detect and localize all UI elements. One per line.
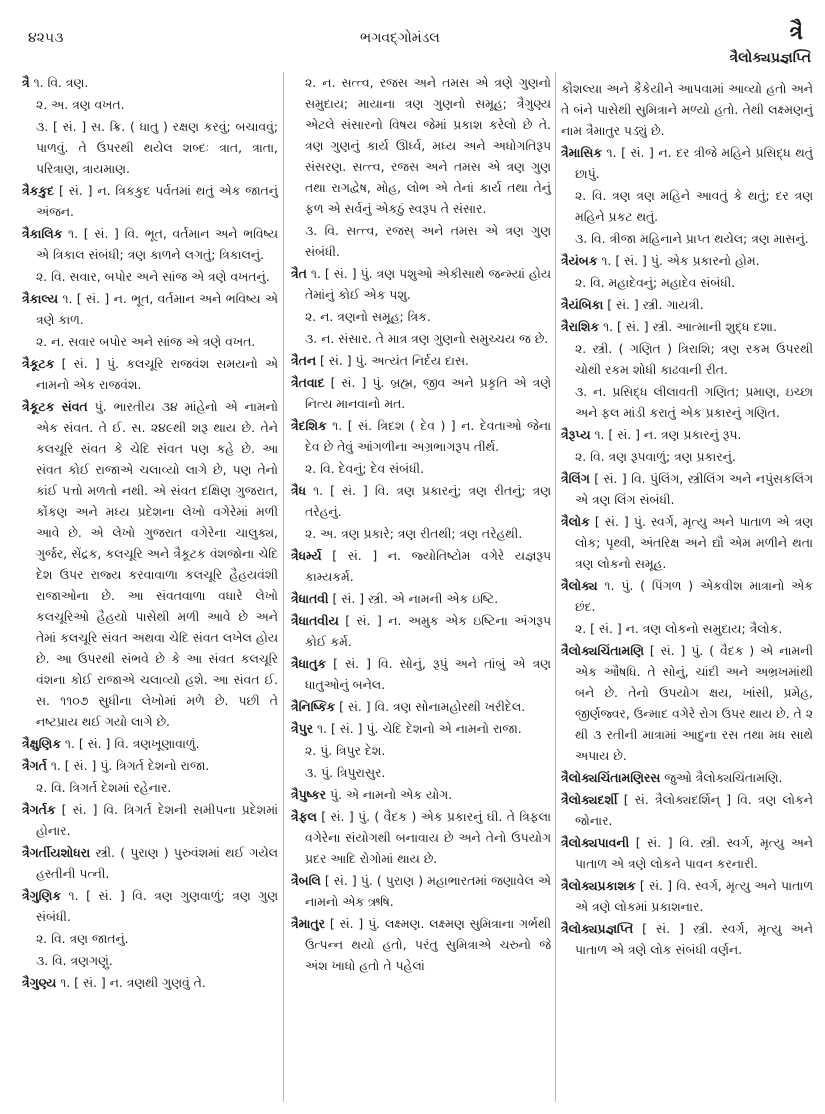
- continued-definition: કૌશલ્યા અને કૈકેયીને આપવામાં આવ્યો હતો અને તે બંને પાસેથી સુમિત્રાને મળ્યો હતો. તેથી લક્ષ્મણનું નામ ત્રૈમાતુર પડ્યું છે.: [561, 81, 813, 138]
- dictionary-entry: [561, 316, 813, 337]
- dictionary-entry: [291, 696, 551, 717]
- definition: [ સં. ] પું. બ્રહ્મ, જીવ અને પ્રકૃતિ એ ત્રણે નિત્ય માનવાનો મત.: [305, 375, 551, 411]
- definition: [ સં. ] પું. અત્યંત નિર્દય દાસ.: [316, 353, 469, 368]
- sub-sense: ૩. પું. ત્રિપુરાસુર.: [305, 765, 386, 780]
- headword: ત્રૈલોક્ય: [561, 578, 598, 593]
- column-1: [22, 72, 278, 994]
- headword: ત્રૈધર્મ્ય: [291, 548, 322, 563]
- section-letter: ત્રૈ: [789, 20, 803, 45]
- sub-sense: ૨. સ્ત્રી. ( ગણિત ) ત્રિરાશિ; ત્રણ રકમ ઉપરથી ચોથી રકમ શોધી કાઢવાની રીત.: [575, 341, 813, 377]
- headword: ત્રૈ: [22, 75, 30, 90]
- headword: ત્રૈલોક્યપ્રજ્ઞપ્તિ: [561, 921, 634, 936]
- dictionary-entry: [291, 913, 551, 976]
- definition: [ સં. ] સ્ત્રી. સ્વર્ગ, મૃત્યુ અને પાતાળ એ ત્રણે લોક સંબંધી વર્ણન.: [575, 921, 813, 957]
- definition: ૧. [ સં. ] ન. ભૂત, વર્તમાન અને ભવિષ્ય એ ત્રણે કાળ.: [36, 291, 278, 327]
- definition: ૧. [ સં. ] ન. ત્રણ પ્રકારનું રૂપ.: [590, 427, 742, 442]
- sub-sense: ૨. વિ. ત્રિગર્ત દેશમાં રહેનાર.: [36, 780, 172, 795]
- sub-sense: ૨. વિ. ત્રણ જાતનું.: [36, 931, 129, 946]
- dictionary-entry: [22, 799, 278, 841]
- headword: ત્રૈબલિ: [291, 873, 321, 888]
- headword: ત્રૈલોક્યચિંતામણિરસ: [561, 770, 661, 785]
- dictionary-entry: [561, 468, 813, 510]
- definition: [ સં. ] વિ. સ્વર્ગ, મૃત્યુ અને પાતાળ એ ત્રણે લોકમાં પ્રકાશનાર.: [575, 878, 813, 914]
- dictionary-entry: [561, 767, 813, 788]
- sub-sense: ૩. વિ. સત્ત્વ, રજસ્ અને તમસ એ ત્રણ ગુણ સંબંધી.: [305, 223, 551, 259]
- definition: [ સં. ] વિ. સ્ત્રી. સ્વર્ગ, મૃત્યુ અને પાતાળ એ ત્રણે લોકને પાવન કરનારી.: [575, 835, 813, 871]
- dictionary-entry: [291, 784, 551, 805]
- definition: સ્ત્રી. ( પુરાણ ) પુરુવંશમાં થઈ ગયેલ હસ્તીની પત્ની.: [36, 845, 278, 881]
- definition: [ સં. ] પું. સ્વર્ગ, મૃત્યુ અને પાતાળ એ ત્રણ લોક; પૃથ્વી, અંતરિક્ષ અને દ્યૌ એમ મળીને થતા ત્રણ લોકનો સમૂહ.: [575, 514, 813, 571]
- definition: ૧. [ સં. ] વિ. ત્રણ પ્રકારનું; ત્રણ રીતનું; ત્રણ તરેહનું.: [305, 483, 551, 519]
- sub-sense: ૨. વિ. દેવનું; દેવ સંબંધી.: [305, 461, 425, 476]
- definition: ૧. [ સં. ] ન. ત્રણથી ગુણવું તે.: [56, 975, 206, 990]
- dictionary-entry: [22, 353, 278, 395]
- headword: ત્રૈગર્ત: [22, 758, 47, 773]
- definition: ૧. [ સં. ] સ્ત્રી. આત્માની શુદ્ધ દશા.: [599, 319, 777, 334]
- definition: [ સં. ] ન. અમુક એક ઇષ્ટિના અંગરૂપ કોઈ કર્મ.: [305, 613, 551, 649]
- definition: [ સં. ] વિ. ત્રણ સોનામહોરથી ખરીદેલ.: [335, 699, 526, 714]
- definition: [ સં. ત્રૈલોક્યદર્શિન્ ] વિ. ત્રણ લોકને જોનાર.: [575, 792, 813, 828]
- headword: ત્રૈકાલ્ય: [22, 291, 58, 306]
- dictionary-entry: [291, 545, 551, 587]
- definition: [ સં. ] વિ. સોનું, રૂપું અને તાંબું એ ત્રણ ધાતુઓનું બનેલ.: [305, 656, 551, 692]
- sub-sense: ૨. ન. સવાર બપોર અને સાંજ એ ત્રણે વખત.: [36, 334, 256, 349]
- headword: ત્રૈગર્તક: [22, 802, 56, 817]
- definition: ૧. પું. ( પિંગળ ) એકવીશ માત્રાનો એક છંદ.: [575, 578, 813, 614]
- headword: ત્રૈગુણિક: [22, 888, 62, 903]
- headword: ત્રૈક્ષુણિક: [22, 736, 61, 751]
- dictionary-entry: [291, 263, 551, 305]
- headword: ત્રૈપુર: [291, 721, 314, 736]
- sub-sense: ૨. વિ. ત્રણ ત્રણ મહિને આવતું કે થતું; દર ત્રણ મહિને પ્રકટ થતું.: [575, 188, 813, 224]
- definition: [ સં. ] પું. ( વૈદક ) એક પ્રકારનું ઘી. તે ત્રિફલા વગેરેના સંયોગથી બનાવાય છે અને તેનો ઉપયોગ પ્રદર આદિ રોગોમાં થાય છે.: [305, 809, 551, 866]
- headword: ત્રૈકૂટક સંવત: [22, 399, 88, 414]
- dictionary-entry: [291, 653, 551, 695]
- headword: ત્રૈકૂટક: [22, 356, 55, 371]
- column-2: [291, 72, 551, 977]
- dictionary-entry: [561, 424, 813, 445]
- headword: ત્રૈલોક્યદર્શી: [561, 792, 618, 807]
- headword: ત્રૈમાસિક: [561, 145, 602, 160]
- column-3: [561, 78, 813, 961]
- sub-sense: ૩. ન. સંસાર. તે માત્ર ત્રણ ગુણનો સમુચ્ચય જ છે.: [305, 331, 549, 346]
- definition: [ સં. ] પું. ( પુરાણ ) મહાભારતમાં જણાવેલ એ નામનો એક ઋષિ.: [305, 873, 551, 909]
- definition: ૧. [ સં. ] પું. ત્રણ પશુઓ એકીસાથે જન્મ્યાં હોય તેમાંનું કોઈ એક પશુ.: [305, 266, 551, 302]
- definition: ૧. [ સં. ] વિ. ભૂત, વર્તમાન અને ભવિષ્ય એ ત્રિકાલ સંબંધી; ત્રણ કાળને લગતું; ત્રિકાલનું.: [36, 226, 278, 262]
- dictionary-entry: [291, 610, 551, 652]
- sub-sense: ૨. ન. ત્રણનો સમૂહ; ત્રિક.: [305, 309, 431, 324]
- sub-sense: ૨. પું. ત્રિપુર દેશ.: [305, 743, 386, 758]
- headword: ત્રૈરૂપ્ય: [561, 427, 591, 442]
- definition: [ સં. ] સ્ત્રી. એ નામની એક ઇષ્ટિ.: [328, 591, 499, 606]
- dictionary-entry: [291, 415, 551, 457]
- dictionary-entry: [561, 640, 813, 766]
- dictionary-entry: [22, 288, 278, 330]
- dictionary-entry: [561, 789, 813, 831]
- definition: ૧. [ સં. ] ન. દર ત્રીજે મહિને પ્રસિદ્ધ થતું છાપું.: [575, 145, 813, 181]
- guide-word: ત્રૈલોક્યપ્રજ્ઞપ્તિ: [729, 50, 811, 66]
- headword: ત્રૈનિષ્કિક: [291, 699, 336, 714]
- dictionary-entry: [561, 918, 813, 960]
- sub-sense: ૨. અ. ત્રણ પ્રકારે; ત્રણ રીતથી; ત્રણ તરેહથી.: [305, 526, 523, 541]
- sub-sense: ૨. અ. ત્રણ વખત.: [36, 97, 125, 112]
- headword: ત્રૈદશિક: [291, 418, 327, 433]
- sub-sense: ૩. [ સં. ] સ. ક્રિ. ( ધાતુ ) રક્ષણ કરવું; બચાવવું; પાળવું. તે ઉપરથી થયેલ શબ્દઃ ત્રાત, ત્રાતા, પરિત્રાણ, ત્રાયમાણ.: [36, 119, 278, 176]
- dictionary-entry: [22, 733, 278, 754]
- sub-sense: ૨. વિ. સવાર, બપોર અને સાંજ એ ત્રણે વખતનું.: [36, 269, 270, 284]
- headword: ત્રૈકકુદ: [22, 183, 55, 198]
- dictionary-entry: [291, 718, 551, 739]
- headword: ત્રૈપુષ્કર: [291, 787, 327, 802]
- book-title: ભગવદ્ગોમંડલ: [360, 30, 440, 46]
- sub-sense: ૩. ન. પ્રસિદ્ધ લીલાવતી ગણિત; પ્રમાણ, ઇચ્છા અને ફલ માંડી કરાતું એક પ્રકારનું ગણિત.: [575, 384, 813, 420]
- headword: ત્રૈયંબિકા: [561, 297, 604, 312]
- dictionary-entry: [291, 350, 551, 371]
- sub-sense: ૨. [ સં. ] ન. ત્રણ લોકનો સમુદાય; ત્રૈલોક.: [575, 621, 783, 636]
- headword: ત્રૈફલ: [291, 809, 317, 824]
- definition: ૧. [ સં. ] પું. એક પ્રકારનો હોમ.: [597, 253, 760, 268]
- dictionary-entry: [561, 250, 813, 271]
- dictionary-entry: [22, 755, 278, 776]
- headword: ત્રૈલિંગ: [561, 471, 590, 486]
- headword: ત્રૈલોક્યચિંતામણિ: [561, 643, 644, 658]
- column-divider: [555, 72, 556, 1102]
- headword: ત્રૈત: [291, 266, 307, 281]
- sub-sense: ૩. વિ. ત્રીજા મહિનાને પ્રાપ્ત થયેલ; ત્રણ માસનું.: [575, 231, 809, 246]
- headword: ત્રૈધાતવીય: [291, 613, 339, 628]
- dictionary-entry: [291, 588, 551, 609]
- definition: ૧. [ સં. ત્રિદશ ( દેવ ) ] ન. દેવતાઓ જેના દેવ છે તેવું આંગળીના અગ્રભાગરૂપ તીર્થ.: [305, 418, 551, 454]
- dictionary-entry: [22, 396, 278, 732]
- sub-sense: ૨. વિ. ત્રણ રૂપવાળું; ત્રણ પ્રકારનું.: [575, 449, 736, 464]
- dictionary-entry: [561, 294, 813, 315]
- dictionary-entry: [561, 142, 813, 184]
- dictionary-entry: [561, 575, 813, 617]
- dictionary-entry: [22, 223, 278, 265]
- definition: જુઓ ત્રૈલોક્યચિંતામણિ.: [660, 770, 783, 785]
- definition: ૧. [ સં. ] પું. ત્રિગર્ત દેશનો રાજા.: [46, 758, 210, 773]
- definition: [ સં. ] પું. કલચૂરિ રાજવંશ સમયનો એ નામનો એક રાજવંશ.: [36, 356, 278, 392]
- sub-sense: ૩. વિ. ત્રણગણું.: [36, 953, 113, 968]
- headword: ત્રૈરાશિક: [561, 319, 600, 334]
- page-number: ૪૨૫૩: [28, 30, 64, 46]
- definition: ૧. [ સં. ] વિ. ત્રણ ગુણવાળું; ત્રણ ગુણ સંબંધી.: [36, 888, 278, 924]
- definition: પું. એ નામનો એક યોગ.: [326, 787, 453, 802]
- definition: [ સં. ] વિ. પુંલિંગ, સ્ત્રીલિંગ અને નપુંસકલિંગ એ ત્રણ લિંગ સંબંધી.: [575, 471, 813, 507]
- headword: ત્રૈયંબક: [561, 253, 598, 268]
- dictionary-entry: [291, 870, 551, 912]
- definition: [ સં. ] પું. ( વૈદક ) એ નામની એક ઔષધિ. તે સોનું, ચાંદી અને અભ્રખમાંથી બને છે. તેનો ઉપયોગ ક્ષય, ખાંસી, પ્રમેહ, જીર્ણજ્વર, ઉન્માદ વગેરે રોગ ઉપર થાય છે. તે ૨ થી ૩ રતીની માત્રામાં આદુના રસ તથા મધ સાથે અપાય છે.: [575, 643, 813, 763]
- dictionary-entry: [291, 806, 551, 869]
- definition: [ સં. ] ન. જ્યોતિષ્ટોમ વગેરે યજ્ઞરૂપ કામ્યકર્મ.: [305, 548, 551, 584]
- column-divider: [283, 72, 284, 1102]
- definition: [ સં. ] સ્ત્રી. ગાયત્રી.: [603, 297, 704, 312]
- dictionary-entry: [22, 972, 278, 993]
- dictionary-entry: [561, 832, 813, 874]
- headword: ત્રૈધાતુક: [291, 656, 327, 671]
- headword: ત્રૈગર્તીયશોધરા: [22, 845, 91, 860]
- sub-sense: ૨. વિ. મહાદેવનું; મહાદેવ સંબંધી.: [575, 275, 736, 290]
- headword: ત્રૈમાતુર: [291, 916, 326, 931]
- headword: ત્રૈલોક્યપાવની: [561, 835, 630, 850]
- headword: ત્રૈગુણ્ય: [22, 975, 57, 990]
- sub-sense: ૨. ન. સત્ત્વ, રજસ અને તમસ એ ત્રણે ગુણનો સમુદાય; માયાના ત્રણ ગુણનો સમૂહ; ત્રૈગુણ્ય એટલે સંસારનો વિષય જેમાં પ્રકાશ કરેલો છે તે. ત્રણ ગુણનું કાર્ય ઊર્ધ્વ, મધ્ય અને અધોગતિરૂપ સંસરણ. સત્ત્વ, રજસ અને તમસ એ ત્રણ ગુણ તથા રાગદ્વેષ, મોહ, લોભ એ તેનાં કાર્ય તથા તેનું ફળ એ સર્વનું એકઠું સ્વરૂપ તે સંસાર.: [305, 75, 551, 216]
- dictionary-entry: [291, 372, 551, 414]
- definition: [ સં. ] વિ. ત્રિગર્ત દેશની સમીપના પ્રદેશમાં હોનાર.: [36, 802, 278, 838]
- dictionary-entry: [561, 511, 813, 574]
- dictionary-entry: [561, 875, 813, 917]
- definition: ૧. વિ. ત્રણ.: [29, 75, 89, 90]
- headword: ત્રૈધ: [291, 483, 307, 498]
- dictionary-entry: [291, 480, 551, 522]
- definition: ૧. [ સં. ] વિ. ત્રણખૂણાવાળું.: [60, 736, 200, 751]
- dictionary-entry: [22, 842, 278, 884]
- headword: ત્રૈકાલિક: [22, 226, 63, 241]
- definition: [ સં. ] પું. લક્ષ્મણ. લક્ષ્મણ સુમિત્રાના ગર્ભથી ઉત્પન્ન થયો હતો, પરંતુ સુમિત્રાએ ચરુનો જે અંશ ખાધો હતો તે પહેલાં: [305, 916, 551, 973]
- definition: પું. ભારતીય ૩૪ માંહેનો એ નામનો એક સંવત. તે ઈ. સ. ૨૪૯થી શરૂ થાય છે. તેને કલચૂરિ સંવત કે ચેદિ સંવત પણ કહે છે. આ સંવત કોઈ રાજાએ ચલાવ્યો લાગે છે, પણ તેનો કાંઈ પત્તો મળતો નથી. એ સંવત દક્ષિણ ગુજરાત, કોંકણ અને મધ્ય પ્રદેશના લેખો વગેરેમાં મળી આવે છે. એ લેખો ગુજરાત વગેરેના ચાલુક્ય, ગુર્જર, સેંદ્રક, કલચૂરિ અને ત્રૈકૂટક વંશજોના ચેદિ દેશ ઉપર રાજ્ય કરવાવાળા કલચૂરિ હૈહયવંશી રાજાઓના છે. આ સંવતવાળા વધારે લેખો કલચૂરિઓ હૈહયો પાસેથી મળી આવે છે અને તેમાં કલચૂરિ સંવત અથવા ચેદિ સંવત લખેલ હોય છે. આ ઉપરથી સંભવે છે કે આ સંવત કલચૂરિ વંશના કોઈ રાજાએ ચલાવ્યો હશે. આ સંવત ઈ. સ. ૧૧૦૭ સુધીના લેખોમાં મળે છે. પછી તે નષ્ટપ્રાય થઈ ગયો લાગે છે.: [36, 399, 278, 729]
- dictionary-entry: [22, 885, 278, 927]
- definition: [ સં. ] ન. ત્રિકકુદ પર્વતમાં થતું એક જાતનું અંજન.: [36, 183, 278, 219]
- headword: ત્રૈલોક: [561, 514, 590, 529]
- headword: ત્રૈતવાદ: [291, 375, 325, 390]
- headword: ત્રૈધાતવી: [291, 591, 329, 606]
- dictionary-entry: [22, 72, 278, 93]
- dictionary-entry: [22, 180, 278, 222]
- headword: ત્રૈતન: [291, 353, 317, 368]
- headword: ત્રૈલોક્યપ્રકાશક: [561, 878, 636, 893]
- definition: ૧. [ સં. ] પું. ચેદિ દેશનો એ નામનો રાજા.: [313, 721, 522, 736]
